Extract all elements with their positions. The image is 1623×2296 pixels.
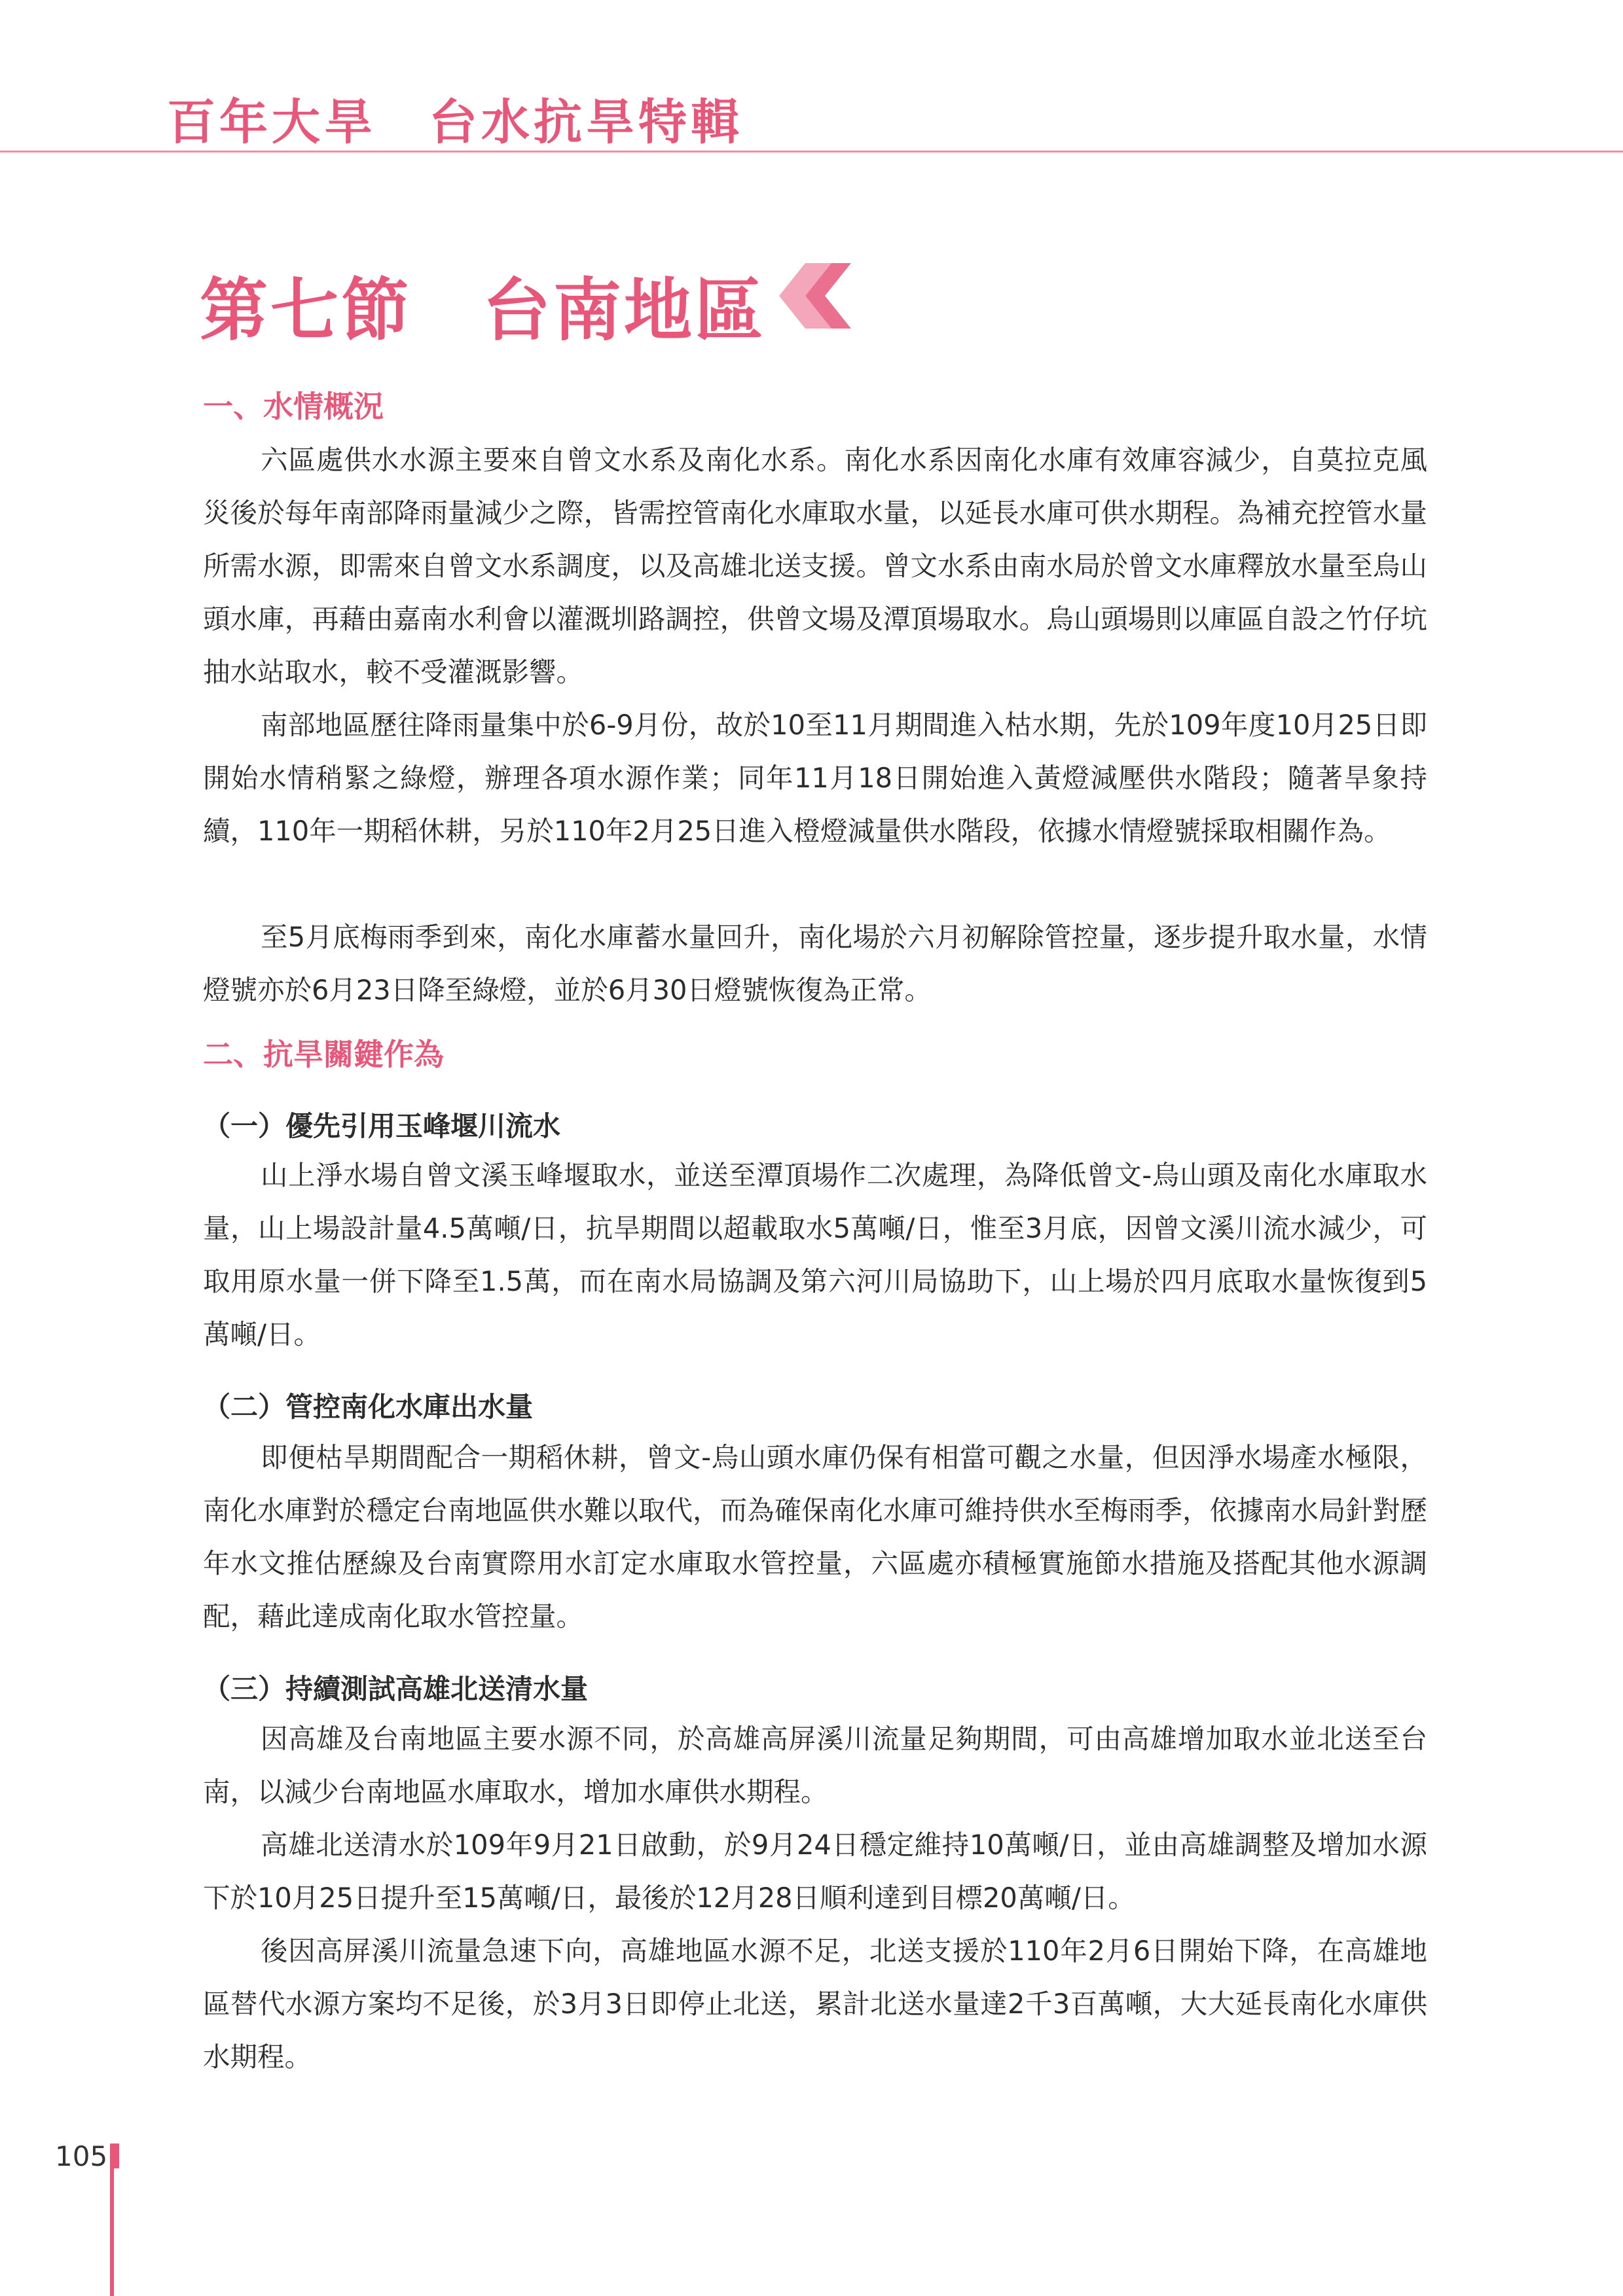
paragraph: 後因高屏溪川流量急速下向，高雄地區水源不足，北送支援於110年2月6日開始下降，在高雄地區替代水源方案均不足後，於3月3日即停止北送，累計北送水量達2千3百萬噸，大大延長南化水庫供水期程。 [203,1935,1427,2073]
paragraph: 山上淨水場自曾文溪玉峰堰取水，並送至潭頂場作二次處理，為降低曾文-烏山頭及南化水庫取水量，山上場設計量4.5萬噸/日，抗旱期間以超載取水5萬噸/日，惟至3月底，因曾文溪川流水減少，可取用原水量一併下降至1.5萬，而在南水局協調及第六河川局協助下，山上場於四月底取水量恢復到5萬噸/日。 [203,1159,1427,1350]
heading-key-actions: 二、抗旱關鍵作為 [203,1037,444,1072]
double-chevron-left-icon [759,263,851,329]
paragraph: 高雄北送清水於109年9月21日啟動，於9月24日穩定維持10萬噸/日，並由高雄調整及增加水源下於10月25日提升至15萬噸/日，最後於12月28日順利達到目標20萬噸/日。 [203,1829,1427,1914]
paragraph: 因高雄及台南地區主要水源不同，於高雄高屏溪川流量足夠期間，可由高雄增加取水並北送至台南，以減少台南地區水庫取水，增加水庫供水期程。 [203,1723,1427,1808]
paragraph: 即便枯旱期間配合一期稻休耕，曾文-烏山頭水庫仍保有相當可觀之水量，但因淨水場產水極限，南化水庫對於穩定台南地區供水難以取代，而為確保南化水庫可維持供水至梅雨季，依據南水局針對歷年水文推估歷線及台南實際用水訂定水庫取水管控量，六區處亦積極實施節水措施及搭配其他水源調配，藉此達成南化取水管控量。 [203,1441,1427,1632]
subheading-nanhua-control: （二）管控南化水庫出水量 [203,1391,534,1423]
paragraph: 六區處供水水源主要來自曾文水系及南化水系。南化水系因南化水庫有效庫容減少，自莫拉克風災後於每年南部降雨量減少之際，皆需控管南化水庫取水量，以延長水庫可供水期程。為補充控管水量所需水源，即需來自曾文水系調度，以及高雄北送支援。曾文水系由南水局於曾文水庫釋放水量至烏山頭水庫，再藉由嘉南水利會以灌溉圳路調控，供曾文場及潭頂場取水。烏山頭場則以庫區自設之竹仔坑抽水站取水，較不受灌溉影響。 [203,444,1427,688]
heading-water-status: 一、水情概況 [203,389,384,424]
paragraph: 南部地區歷往降雨量集中於6-9月份，故於10至11月期間進入枯水期，先於109年度10月25日即開始水情稍緊之綠燈，辦理各項水源作業；同年11月18日開始進入黃燈減壓供水階段；隨著旱象持續，110年一期稻休耕，另於110年2月25日進入橙燈減量供水階段，依據水情燈號採取相關作為。 [203,709,1427,847]
subheading-yufeng-weir: （一）優先引用玉峰堰川流水 [203,1110,561,1142]
header-rule [0,151,1623,152]
paragraph: 至5月底梅雨季到來，南化水庫蓄水量回升，南化場於六月初解除管控量，逐步提升取水量，水情燈號亦於6月23日降至綠燈，並於6月30日燈號恢復為正常。 [203,921,1427,1006]
subheading-kaohsiung-transfer: （三）持續測試高雄北送清水量 [203,1673,589,1705]
section-title: 第七節 台南地區 [200,270,766,350]
page-side-bar-cap [110,2144,119,2168]
page-number: 105 [55,2140,108,2172]
header-title: 百年大旱 台水抗旱特輯 [167,94,743,151]
